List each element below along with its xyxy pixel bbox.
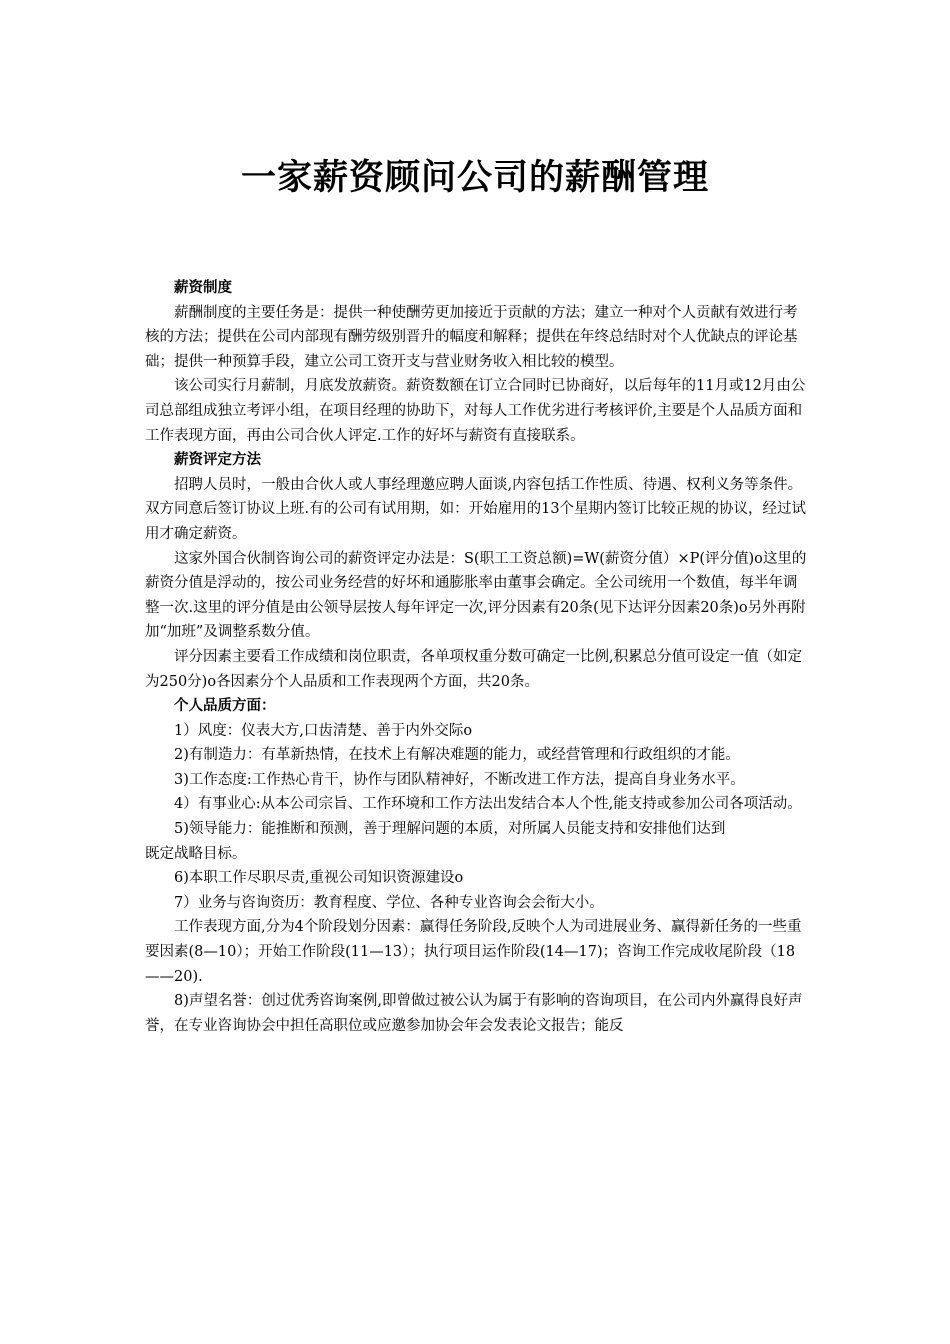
list-item: 1）风度：仪表大方,口齿清楚、善于内外交际o <box>174 722 473 739</box>
section-heading: 个人品质方面： <box>174 697 276 715</box>
list-item: 6)本职工作尽职尽责,重视公司知识资源建设o <box>174 870 464 887</box>
paragraph: 薪酬制度的主要任务是：提供一种使酬劳更加接近于贡献的方法；建立一种对个人贡献有效进行考核的方法；提供在公司内部现有酬劳级别晋升的幅度和解释；提供在年终总结时对个人优缺点的评论基础；提供一种预算手段，建立公司工资开支与营业财务收入相比较的模型。 <box>145 304 798 370</box>
document-body <box>145 276 810 1038</box>
paragraph: 评分因素主要看工作成绩和岗位职责，各单项权重分数可确定一比例,积累总分值可设定一值（如定为250分)o各因素分个人品质和工作表现两个方面，共20条。 <box>145 648 803 690</box>
section-heading: 薪资评定方法 <box>174 451 261 469</box>
list-item: 2)有制造力：有革新热情，在技术上有解决难题的能力，或经营管理和行政组织的才能。 <box>174 747 740 764</box>
list-item: 5)领导能力：能推断和预测，善于理解问题的本质，对所属人员能支持和安排他们达到 <box>174 821 726 838</box>
list-item: 8)声望名誉：创过优秀咨询案例,即曾做过被公认为属于有影响的咨询项目，在公司内外赢得良好声誉，在专业咨询协会中担任高职位或应邀参加协会年会发表论文报告；能反 <box>145 993 803 1034</box>
paragraph: 工作表现方面,分为4个阶段划分因素：赢得任务阶段,反映个人为司进展业务、赢得新任务的一些重要因素(8—10）；开始工作阶段(11—13）；执行项目运作阶段(14—17)；咨询工作完成收尾阶段（18——20). <box>145 919 802 985</box>
document-title: 一家薪资顾问公司的薪酬管理 <box>240 157 709 198</box>
paragraph: 招聘人员时，一般由合伙人或人事经理邀应聘人面谈,内容包括工作性质、待遇、权利义务等条件。双方同意后签订协议上班.有的公司有试用期，如：开始雇用的13个星期内签订比较正规的协议，经过试用才确定薪资。 <box>145 476 807 542</box>
list-item-continuation: 既定战略目标。 <box>145 845 247 862</box>
section-heading: 薪资制度 <box>174 279 232 296</box>
list-item: 4）有事业心:从本公司宗旨、工作环境和工作方法出发结合本人个性,能支持或参加公司各项活动。 <box>174 796 802 813</box>
list-item: 3)工作态度:工作热心肯干，协作与团队精神好，不断改进工作方法，提高自身业务水平。 <box>174 771 745 788</box>
list-item: 7）业务与咨询资历：教育程度、学位、各种专业咨询会会衔大小。 <box>174 894 604 911</box>
paragraph: 这家外国合伙制咨询公司的薪资评定办法是：S(职工工资总额)=W(薪资分值）×P(评分值)o这里的薪资分值是浮动的，按公司业务经营的好坏和通膨胀率由董事会确定。全公司统用一个数值，每半年调整一次.这里的评分值是由公领导层按人每年评定一次,评分因素有20条(见下达评分因素20条)o另外再附加“加班”及调整系数分值。 <box>145 550 807 641</box>
paragraph: 该公司实行月薪制，月底发放薪资。薪资数额在订立合同时已协商好，以后每年的11月或12月由公司总部组成独立考评小组，在项目经理的协助下，对每人工作优劣进行考核评价,主要是个人品质方面和工作表现方面，再由公司合伙人评定.工作的好坏与薪资有直接联系。 <box>145 378 806 444</box>
